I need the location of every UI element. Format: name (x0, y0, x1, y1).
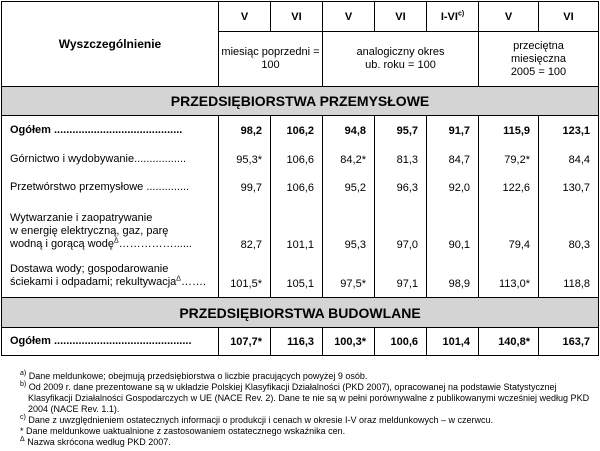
footnote-c: $^{c)}$ Dane z uwzględnieniem ostatecznych informacji o produkcji i cenach w okresie I-V oraz meldunkowych – w czerwcu. (20, 414, 494, 425)
cell: 98,9 (427, 256, 479, 298)
cell: 123,1 (539, 116, 599, 146)
cell: 116,3 (271, 328, 323, 356)
footnote-star: * Dane meldunkowe uaktualnione z zastosowaniem ostatecznego wskaźnika cen. (20, 426, 346, 436)
group-header-prev-month: miesiąc poprzedni = 100 (219, 32, 323, 87)
cell: 97,0 (375, 202, 427, 256)
group-header-prev-year: analogiczny okres ub. roku = 100 (323, 32, 479, 87)
section-title: PRZEDSIĘBIORSTWA PRZEMYSŁOWE (2, 87, 599, 116)
cell: 92,0 (427, 174, 479, 202)
row-label: Ogółem ............................................. (2, 328, 219, 356)
cell: 163,7 (539, 328, 599, 356)
cell: 107,7* (219, 328, 271, 356)
col-header-vi: VI (375, 2, 427, 32)
cell: 84,7 (427, 146, 479, 174)
cell: 96,3 (375, 174, 427, 202)
col-header-vi: VI (539, 2, 599, 32)
price-index-table (1, 1, 599, 356)
cell: 82,7 (219, 202, 271, 256)
cell: 140,8* (479, 328, 539, 356)
cell: 122,6 (479, 174, 539, 202)
row-label: Przetwórstwo przemysłowe .............. (2, 174, 219, 202)
footnote-delta: $^\Delta$ Nazwa skrócona według PKD 2007. (20, 436, 171, 447)
footnote-b: $^{b)}$ Od 2009 r. dane prezentowane są w układzie Polskiej Klasyfikacji Działalności (PKD 2007), opracowanej na podstawie Statystycznej Klasyfikacji Działalności Gospodarczych w UE (NACE Rev. 2). Dane te nie są w pełni porównywalne z publikowanymi wcześniej według PKD 2004 (NACE Rev. 1.1). (20, 381, 590, 414)
cell: 101,5* (219, 256, 271, 298)
cell: 113,0* (479, 256, 539, 298)
cell: 106,6 (271, 174, 323, 202)
cell: 118,8 (539, 256, 599, 298)
section-title: PRZEDSIĘBIORSTWA BUDOWLANE (2, 298, 599, 328)
cell: 97,5* (323, 256, 375, 298)
cell: 105,1 (271, 256, 323, 298)
cell: 79,4 (479, 202, 539, 256)
cell: 101,1 (271, 202, 323, 256)
cell: 106,6 (271, 146, 323, 174)
row-label: Ogółem .......................................... (2, 116, 219, 146)
cell: 101,4 (427, 328, 479, 356)
cell: 81,3 (375, 146, 427, 174)
footnote-a: $^{a)}$ Dane meldunkowe; obejmują przedsiębiorstwa o liczbie pracujących powyżej 9 osób. (20, 370, 368, 381)
cell: 91,7 (427, 116, 479, 146)
footnotes (20, 371, 595, 448)
cell: 79,2* (479, 146, 539, 174)
group-header-avg-2005: przeciętna miesięczna 2005 = 100 (479, 32, 599, 87)
cell: 115,9 (479, 116, 539, 146)
cell: 80,3 (539, 202, 599, 256)
row-label: Górnictwo i wydobywanie................. (2, 146, 219, 174)
cell: 95,3 (323, 202, 375, 256)
row-label: Wytwarzanie i zaopatrywanie w energię elektryczną, gaz, parę wodną i gorącą wodę$^\Delta$……………...... (2, 202, 219, 256)
cell: 95,2 (323, 174, 375, 202)
col-header-v: V (219, 2, 271, 32)
col-header-v: V (323, 2, 375, 32)
cell: 100,6 (375, 328, 427, 356)
cell: 99,7 (219, 174, 271, 202)
cell: 90,1 (427, 202, 479, 256)
cell: 97,1 (375, 256, 427, 298)
cell: 98,2 (219, 116, 271, 146)
cell: 84,2* (323, 146, 375, 174)
col-header-i-vi: I-VI$^{c)}$ (427, 2, 479, 32)
cell: 106,2 (271, 116, 323, 146)
col-header-v: V (479, 2, 539, 32)
cell: 100,3* (323, 328, 375, 356)
row-label: Dostawa wody; gospodarowanie ściekami i odpadami; rekultywacja$^\Delta$……. (2, 256, 219, 298)
cell: 95,3* (219, 146, 271, 174)
cell: 95,7 (375, 116, 427, 146)
header-label: Wyszczególnienie (2, 2, 219, 87)
col-header-vi: VI (271, 2, 323, 32)
cell: 130,7 (539, 174, 599, 202)
cell: 94,8 (323, 116, 375, 146)
cell: 84,4 (539, 146, 599, 174)
